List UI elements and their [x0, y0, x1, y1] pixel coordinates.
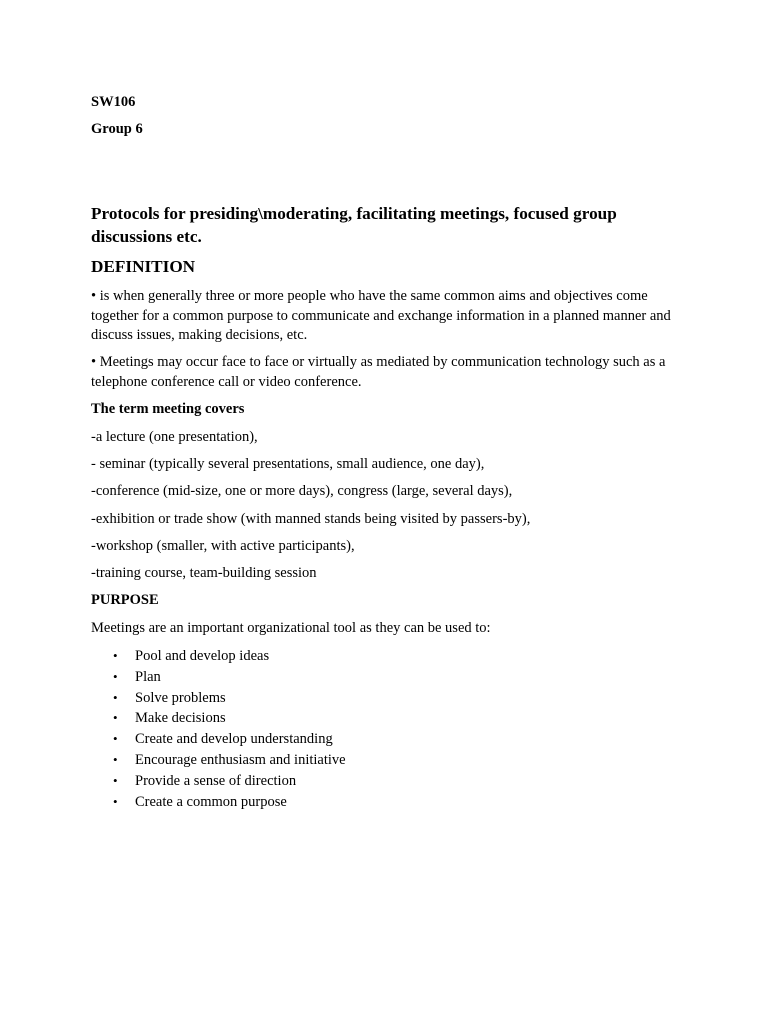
term-meeting-item: -conference (mid-size, one or more days), congress (large, several days), — [91, 483, 513, 499]
purpose-heading: PURPOSE — [91, 592, 159, 608]
term-meeting-item: -exhibition or trade show (with manned stands being visited by passers-by), — [91, 511, 531, 527]
bullet-icon: • — [113, 689, 118, 705]
list-item — [113, 708, 346, 729]
term-meeting-item: -a lecture (one presentation), — [91, 429, 258, 445]
definition-paragraph-2: • Meetings may occur face to face or virtually as mediated by communication technology such as a telephone conference call or video conference. — [91, 354, 666, 390]
term-meeting-heading: The term meeting covers — [91, 401, 245, 417]
term-meeting-item: - seminar (typically several presentations, small audience, one day), — [91, 456, 485, 472]
bullet-icon: • — [113, 710, 118, 726]
list-item — [113, 646, 346, 667]
purpose-bullet-list — [113, 646, 346, 812]
list-item — [113, 771, 346, 792]
list-item — [113, 792, 346, 813]
list-item-label: Provide a sense of direction — [135, 772, 297, 789]
list-item-label: Solve problems — [135, 689, 226, 706]
group-label: Group 6 — [91, 121, 143, 137]
purpose-intro: Meetings are an important organizational tool as they can be used to: — [91, 620, 491, 636]
term-meeting-item: -training course, team-building session — [91, 565, 317, 581]
bullet-icon: • — [113, 751, 118, 767]
list-item-label: Create and develop understanding — [135, 731, 333, 748]
course-code: SW106 — [91, 94, 136, 110]
list-item-label: Make decisions — [135, 710, 226, 727]
document-title: Protocols for presiding\moderating, facilitating meetings, focused group discussions etc. — [91, 204, 617, 246]
list-item — [113, 750, 346, 771]
list-item-label: Create a common purpose — [135, 793, 287, 810]
list-item-label: Encourage enthusiasm and initiative — [135, 751, 346, 768]
list-item — [113, 667, 346, 688]
list-item-label: Pool and develop ideas — [135, 648, 270, 664]
bullet-icon: • — [113, 772, 118, 788]
definition-paragraph-1: • is when generally three or more people who have the same common aims and objectives come together for a common purpose to communicate and exchange information in a planned manner and discuss issues, making decisions, etc. — [91, 288, 671, 343]
term-meeting-item: -workshop (smaller, with active participants), — [91, 538, 355, 554]
bullet-icon: • — [113, 731, 118, 747]
bullet-icon: • — [113, 668, 118, 684]
bullet-icon: • — [113, 793, 118, 809]
definition-heading: DEFINITION — [91, 257, 196, 276]
list-item — [113, 729, 346, 750]
list-item — [113, 688, 346, 709]
list-item-label: Plan — [135, 668, 161, 685]
bullet-icon: • — [113, 648, 118, 663]
